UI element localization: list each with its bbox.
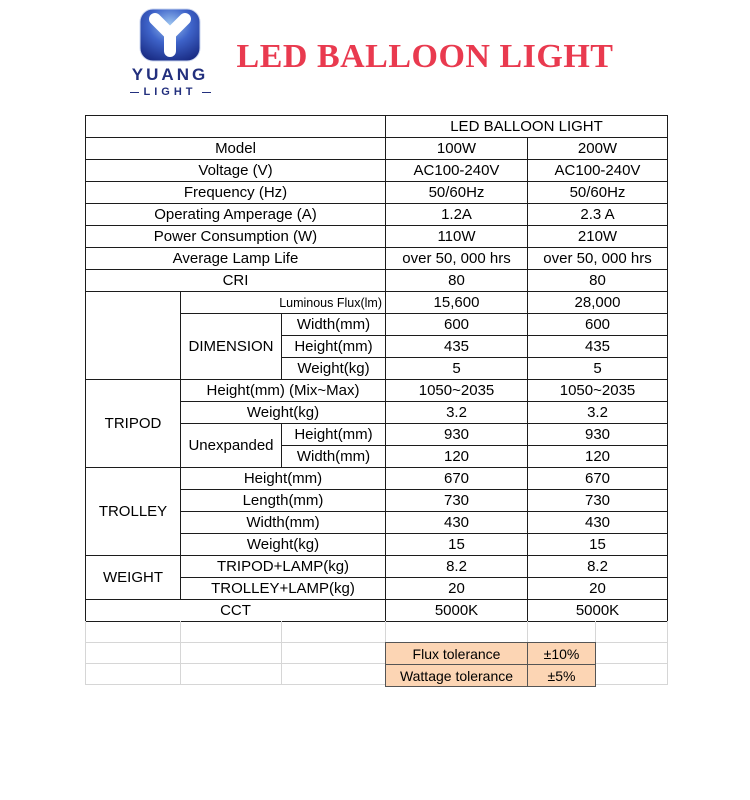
weight-group-label: WEIGHT xyxy=(86,556,181,600)
dim-weight-value-a: 5 xyxy=(386,358,528,380)
unexpanded-width-label: Width(mm) xyxy=(282,446,386,468)
row-power xyxy=(86,226,668,248)
model-value-a: 100W xyxy=(386,138,528,160)
weight-trolley-lamp-value-b: 20 xyxy=(528,578,668,600)
flux-tolerance-value: ±10% xyxy=(528,643,596,665)
power-value-b: 210W xyxy=(528,226,668,248)
tripod-weight-value-a: 3.2 xyxy=(386,402,528,424)
trolley-width-value-b: 430 xyxy=(528,512,668,534)
unexpanded-height-label: Height(mm) xyxy=(282,424,386,446)
row-frequency xyxy=(86,182,668,204)
dim-height-label: Height(mm) xyxy=(282,336,386,358)
dim-width-label: Width(mm) xyxy=(282,314,386,336)
lamp-life-value-a: over 50, 000 hrs xyxy=(386,248,528,270)
tripod-weight-value-b: 3.2 xyxy=(528,402,668,424)
dim-height-value-a: 435 xyxy=(386,336,528,358)
trolley-height-value-b: 670 xyxy=(528,468,668,490)
trolley-weight-value-b: 15 xyxy=(528,534,668,556)
blank-group-cell xyxy=(86,292,181,380)
power-label: Power Consumption (W) xyxy=(86,226,386,248)
row-lamp-life xyxy=(86,248,668,270)
row-tripod-height xyxy=(86,380,668,402)
trolley-weight-value-a: 15 xyxy=(386,534,528,556)
model-label: Model xyxy=(86,138,386,160)
weight-trolley-lamp-label: TROLLEY+LAMP(kg) xyxy=(181,578,386,600)
wattage-tolerance-label: Wattage tolerance xyxy=(386,665,528,687)
header-row xyxy=(86,116,668,138)
voltage-label: Voltage (V) xyxy=(86,160,386,182)
frequency-value-a: 50/60Hz xyxy=(386,182,528,204)
dim-width-value-b: 600 xyxy=(528,314,668,336)
trolley-weight-label: Weight(kg) xyxy=(181,534,386,556)
cri-value-a: 80 xyxy=(386,270,528,292)
trolley-height-value-a: 670 xyxy=(386,468,528,490)
row-luminous-flux xyxy=(86,292,668,314)
amperage-value-b: 2.3 A xyxy=(528,204,668,226)
trolley-height-label: Height(mm) xyxy=(181,468,386,490)
luminous-flux-label: Luminous Flux(lm) xyxy=(181,292,386,314)
logo-left-dash xyxy=(130,92,139,93)
dim-width-value-a: 600 xyxy=(386,314,528,336)
row-wattage-tolerance xyxy=(386,665,596,687)
voltage-value-a: AC100-240V xyxy=(386,160,528,182)
yuang-logo-icon xyxy=(139,8,201,62)
unexpanded-height-value-a: 930 xyxy=(386,424,528,446)
row-voltage xyxy=(86,160,668,182)
amperage-label: Operating Amperage (A) xyxy=(86,204,386,226)
unexpanded-group-label: Unexpanded xyxy=(181,424,282,468)
tripod-weight-label: Weight(kg) xyxy=(181,402,386,424)
tripod-height-value-a: 1050~2035 xyxy=(386,380,528,402)
logo-brand-text: YUANG xyxy=(131,65,209,84)
weight-trolley-lamp-value-a: 20 xyxy=(386,578,528,600)
flux-tolerance-label: Flux tolerance xyxy=(386,643,528,665)
trolley-length-value-b: 730 xyxy=(528,490,668,512)
amperage-value-a: 1.2A xyxy=(386,204,528,226)
dim-weight-label: Weight(kg) xyxy=(282,358,386,380)
luminous-flux-value-b: 28,000 xyxy=(528,292,668,314)
cri-label: CRI xyxy=(86,270,386,292)
tripod-group-label: TRIPOD xyxy=(86,380,181,468)
dimension-group-label: DIMENSION xyxy=(181,314,282,380)
cct-value-b: 5000K xyxy=(528,600,668,622)
trolley-width-value-a: 430 xyxy=(386,512,528,534)
cct-value-a: 5000K xyxy=(386,600,528,622)
unexpanded-height-value-b: 930 xyxy=(528,424,668,446)
model-value-b: 200W xyxy=(528,138,668,160)
row-trolley-height xyxy=(86,468,668,490)
trolley-length-value-a: 730 xyxy=(386,490,528,512)
cri-value-b: 80 xyxy=(528,270,668,292)
brand-logo xyxy=(120,8,220,98)
weight-tripod-lamp-value-b: 8.2 xyxy=(528,556,668,578)
row-cri xyxy=(86,270,668,292)
table-title-cell: LED BALLOON LIGHT xyxy=(386,116,668,138)
lamp-life-label: Average Lamp Life xyxy=(86,248,386,270)
voltage-value-b: AC100-240V xyxy=(528,160,668,182)
tolerance-table xyxy=(385,642,596,687)
row-weight-tripod-lamp xyxy=(86,556,668,578)
weight-tripod-lamp-value-a: 8.2 xyxy=(386,556,528,578)
logo-sub-text: LIGHT xyxy=(143,86,197,98)
trolley-length-label: Length(mm) xyxy=(181,490,386,512)
row-cct xyxy=(86,600,668,622)
cct-label: CCT xyxy=(86,600,386,622)
trolley-width-label: Width(mm) xyxy=(181,512,386,534)
tripod-height-value-b: 1050~2035 xyxy=(528,380,668,402)
row-amperage xyxy=(86,204,668,226)
wattage-tolerance-value: ±5% xyxy=(528,665,596,687)
page-title: LED BALLOON LIGHT xyxy=(236,38,614,75)
row-flux-tolerance xyxy=(386,643,596,665)
lamp-life-value-b: over 50, 000 hrs xyxy=(528,248,668,270)
frequency-value-b: 50/60Hz xyxy=(528,182,668,204)
tripod-height-label: Height(mm) (Mix~Max) xyxy=(181,380,386,402)
logo-sub-text-row xyxy=(120,86,220,98)
row-model xyxy=(86,138,668,160)
logo-right-dash xyxy=(202,92,211,93)
dim-height-value-b: 435 xyxy=(528,336,668,358)
weight-tripod-lamp-label: TRIPOD+LAMP(kg) xyxy=(181,556,386,578)
spec-table xyxy=(85,115,668,622)
dim-weight-value-b: 5 xyxy=(528,358,668,380)
header-empty-cell xyxy=(86,116,386,138)
unexpanded-width-value-a: 120 xyxy=(386,446,528,468)
luminous-flux-value-a: 15,600 xyxy=(386,292,528,314)
power-value-a: 110W xyxy=(386,226,528,248)
frequency-label: Frequency (Hz) xyxy=(86,182,386,204)
trolley-group-label: TROLLEY xyxy=(86,468,181,556)
unexpanded-width-value-b: 120 xyxy=(528,446,668,468)
